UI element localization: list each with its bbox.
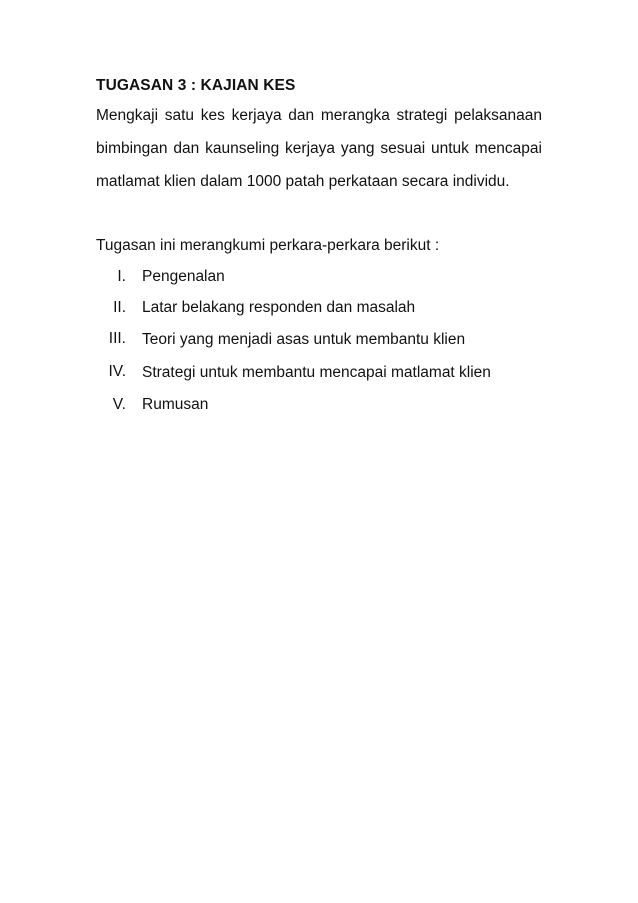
document-title: TUGASAN 3 : KAJIAN KES <box>96 77 296 94</box>
list-item-text: Strategi untuk membantu mencapai matlamat klien <box>142 364 491 381</box>
list-item-text: Teori yang menjadi asas untuk membantu klien <box>142 331 466 348</box>
task-description: Mengkaji satu kes kerjaya dan merangka strategi pelaksanaan bimbingan dan kaunseling kerjaya yang sesuai untuk mencapai matlamat klien dalam 1000 patah perkataan secara individu. <box>96 107 542 190</box>
list-item-text: Pengenalan <box>142 268 225 285</box>
list-item <box>96 356 542 389</box>
list-item <box>96 389 542 420</box>
list-item <box>96 261 542 292</box>
document-content <box>96 73 542 420</box>
list-numeral: IV. <box>108 363 126 380</box>
task-list <box>96 261 542 420</box>
list-item-text: Rumusan <box>142 396 209 413</box>
list-numeral: II. <box>113 299 126 316</box>
list-intro: Tugasan ini merangkumi perkara-perkara berikut : <box>96 237 440 254</box>
list-item <box>96 323 542 356</box>
list-numeral: III. <box>108 330 126 347</box>
list-numeral: V. <box>112 396 126 413</box>
list-item-text: Latar belakang responden dan masalah <box>142 299 416 316</box>
list-numeral: I. <box>117 268 126 285</box>
list-item <box>96 292 542 323</box>
